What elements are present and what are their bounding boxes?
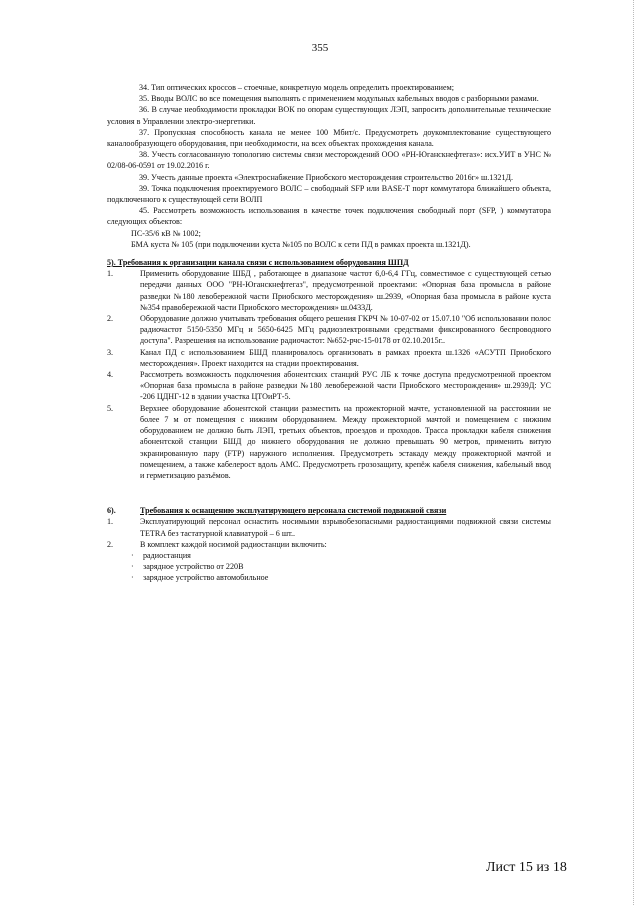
- section-title: Требования к оснащению эксплуатирующего персонала системой подвижной связи: [140, 506, 447, 516]
- section-gap: [107, 481, 551, 505]
- item-35: 35. Вводы ВОЛС во все помещения выполнять с применением модульных кабельных вводов с разборными рамами.: [139, 94, 539, 104]
- bullet-icon: ·: [131, 550, 134, 560]
- item-number: 5.: [107, 403, 114, 413]
- page-number: 355: [311, 42, 329, 54]
- item-number: 4.: [107, 370, 114, 380]
- item-number: 2.: [107, 539, 114, 549]
- kit-list: [107, 550, 551, 584]
- item-36: 36. В случае необходимости прокладки ВОК по опорам существующих ЛЭП, запросить дополнительные технические условия в Управлении электро-энергетики.: [107, 105, 551, 126]
- sheet-number-label: Лист 15 из 18: [486, 860, 567, 875]
- item-number: 1.: [107, 269, 114, 279]
- section-5-item: [107, 313, 551, 347]
- item-37: 37. Пропускная способность канала не менее 100 Мбит/с. Предусмотреть доукомплектование существующего каналообразующего оборудования, при необходимости, на всех объектах прохождения канала.: [107, 127, 551, 149]
- list-item: · зарядное устройство от 220В: [131, 562, 244, 572]
- section-5-heading: 5). Требования к организации канала связи с использованием оборудования ШПД: [107, 258, 409, 268]
- object-ps-35: ПС-35/6 кВ № 1002;: [131, 228, 201, 238]
- object-bma-105: БМА куста № 105 (при подключении куста №105 по ВОЛС к сети ПД в рамках проекта ш.1321Д).: [131, 239, 471, 249]
- section-6-heading: [107, 505, 551, 516]
- section-5-item: [107, 403, 551, 481]
- item-number: 1.: [107, 517, 114, 527]
- item-text: Применить оборудование ШБД , работающее в диапазоне частот 6,0-6,4 ГГц, совместимое с существующей сетью передачи данных ООО "РН-Юганскнефтегаз", предусмотренной проектами: «Опорная база промысла в районе разведки №180 левобережной части Приобского месторождения» ш.2939, «Опорная база промысла в районе куста №354 правобережной части Приобского месторождения» ш.0433Д.: [140, 269, 551, 312]
- bullet-icon: ·: [131, 573, 134, 583]
- item-34: 34. Тип оптических кроссов – стоечные, конкретную модель определить проектированием;: [139, 83, 454, 92]
- list-item: · радиостанция: [131, 550, 191, 560]
- item-number: 2.: [107, 314, 114, 324]
- page-edge-mark: [632, 0, 634, 905]
- item-number: 3.: [107, 347, 114, 357]
- section-5-item: [107, 347, 551, 369]
- item-38: 38. Учесть согласованную топологию системы связи месторождений ООО «РН-Юганскнефтегаз»: исх.УИТ в УНС № 02/08-06-0591 от 19.02.2016 г.: [107, 150, 551, 171]
- bullet-icon: ·: [131, 562, 134, 572]
- item-text: Эксплуатирующий персонал оснастить носимыми взрывобезопасными радиостанциями подвижной связи системы TETRA без тастатурной клавиатурой – 6 шт..: [140, 517, 551, 538]
- item-text: Верхнее оборудование абонентской станции разместить на прожекторной мачте, установленной на расстоянии не более 7 м от помещения с нижним оборудованием. Между прожекторной мачтой и помещением с нижним оборудованием не должно быть ЛЭП, третьих объектов, проездов и проходов. Трасса прокладки кабеля снижения абонентской станции БШД до нижнего оборудования не должно превышать 90 метров, применить витую экранированную пару (FTP) наружного исполнения. Предусмотреть эстакаду между прожекторной мачтой и помещением, а также кабелеpост вдоль АМС. Предусмотреть грозозащиту, крепёж кабеля снижения, кабельный ввод и герметизацию разъёмов.: [140, 403, 551, 480]
- item-39b: 39. Точка подключения проектируемого ВОЛС – свободный SFP или BASE-T порт коммутатора ближайшего объекта, подключенного к существующей сети ВОЛП: [107, 183, 551, 205]
- section-5-item: [107, 268, 551, 313]
- item-45: 45. Рассмотреть возможность использования в качестве точек подключения свободный порт (SFP, ) коммутатора следующих объектов:: [107, 206, 551, 227]
- document-body: [107, 82, 551, 584]
- section-5-item: [107, 369, 551, 403]
- item-text: В комплект каждой носимой радиостанции включить:: [140, 539, 327, 549]
- item-text: Оборудование должно учитывать требования общего решения ГКРЧ № 10-07-02 от 15.07.10 "Об использовании полос радиочастот 5150-5350 МГц и 5650-6425 МГц радиоэлектронными средствами фиксированного беспроводного доступа". Разрешения на использование радиочастот: №652-рчс-15-0178 от 02.10.2015г..: [140, 314, 551, 346]
- list-item: · зарядное устройство автомобильное: [131, 573, 269, 583]
- item-39a: 39. Учесть данные проекта «Электроснабжение Приобского месторождения строительство 2016г» ш.1321Д.: [139, 172, 514, 182]
- section-6-item: [107, 539, 551, 550]
- section-6-item: [107, 516, 551, 538]
- section-number: 6).: [107, 506, 116, 516]
- item-text: Канал ПД с использованием БШД планировалось организовать в рамках проекта ш.1326 «АСУТП Приобского месторождения». Проект находится на стадии проектирования.: [140, 347, 551, 368]
- item-text: Рассмотреть возможность подключения абонентских станций РУС ЛБ к точке доступа предусмотренной проектом «Опорная база промысла в районе разведки №180 левобережной части Приобского месторождения» ш.2939Д: УС -206 ЦДНГ-12 в здании участка ЦТОиРТ-5.: [140, 370, 551, 402]
